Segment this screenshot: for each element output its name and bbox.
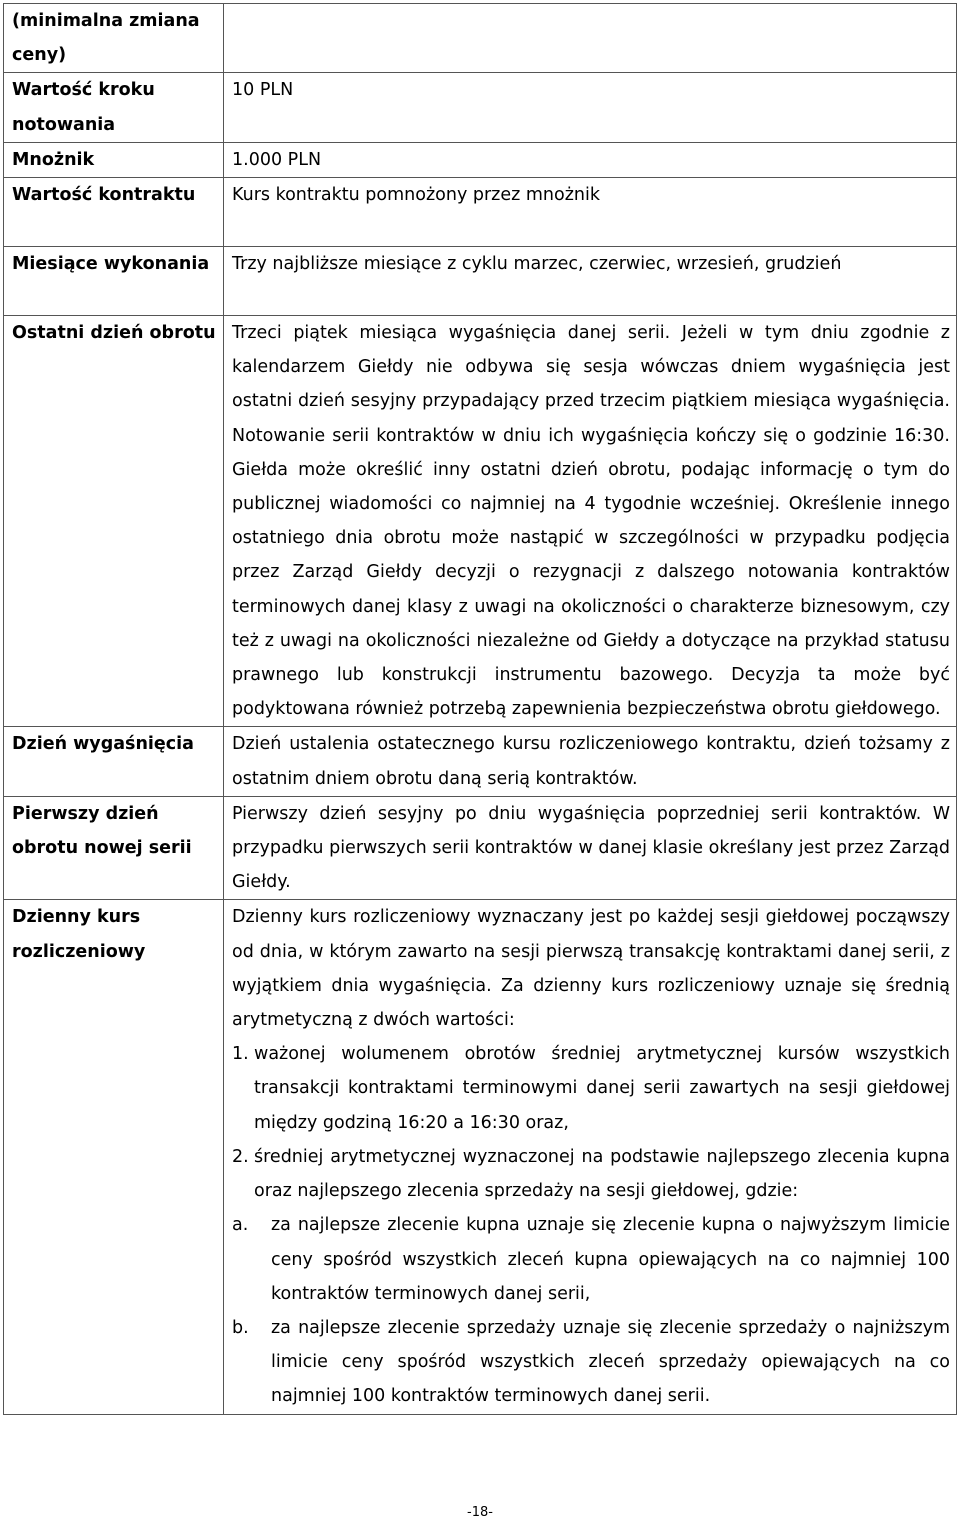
- row-label: Wartość kroku notowania: [4, 73, 224, 142]
- row-value-cell: [224, 727, 957, 796]
- page-number: -18-: [467, 1505, 493, 1520]
- row-value: Dzień ustalenia ostatecznego kursu rozliczeniowego kontraktu, dzień tożsamy z ostatnim dniem obrotu daną serią kontraktów.: [232, 734, 950, 789]
- list-item: [232, 1037, 950, 1140]
- row-value: Trzeci piątek miesiąca wygaśnięcia danej serii. Jeżeli w tym dniu zgodnie z kalendarzem Giełdy nie odbywa się sesja wówczas dniem wygaśnięcia jest ostatni dzień sesyjny przypadający przed trzecim piątkiem miesiąca wygaśnięcia. Notowanie serii kontraktów w dniu ich wygaśnięcia kończy się o godzinie 16:30. Giełda może określić inny ostatni dzień obrotu, podając informację o tym do publicznej wiadomości co najmniej na 4 tygodnie wcześniej. Określenie innego ostatniego dnia obrotu może nastąpić w szczególności w przypadku podjęcia przez Zarząd Giełdy decyzji o rezygnacji z dalszego notowania kontraktów terminowych danej klasy z uwagi na okoliczności o charakterze biznesowym, czy też z uwagi na okoliczności niezależne od Giełdy a dotyczące na przykład statusu prawnego lub konstrukcji instrumentu bazowego. Decyzja ta może być podyktowana również potrzebą zapewnienia bezpieczeństwa obrotu giełdowego.: [232, 323, 950, 720]
- list-marker: 2.: [232, 1146, 249, 1167]
- row-value: [224, 4, 957, 73]
- contract-spec-table: [3, 3, 957, 1415]
- row-value: 1.000 PLN: [224, 142, 957, 177]
- list-marker: b.: [232, 1317, 249, 1338]
- table-row: [4, 796, 957, 900]
- settlement-sublist: [232, 1208, 950, 1413]
- settlement-list: [232, 1037, 950, 1208]
- list-item: [232, 1208, 950, 1311]
- table-row: [4, 178, 957, 247]
- row-value-cell: [224, 316, 957, 727]
- settlement-intro: Dzienny kurs rozliczeniowy wyznaczany jest po każdej sesji giełdowej począwszy od dnia, w którym zawarto na sesji pierwszą transakcję kontraktami danej serii, z wyjątkiem dnia wygaśnięcia. Za dzienny kurs rozliczeniowy uznaje się średnią arytmetyczną z dwóch wartości:: [232, 907, 950, 1031]
- row-label: Dzienny kurs rozliczeniowy: [4, 900, 224, 1414]
- list-item: [232, 1140, 950, 1208]
- row-value: Pierwszy dzień sesyjny po dniu wygaśnięcia poprzedniej serii kontraktów. W przypadku pierwszych serii kontraktów w danej klasie określany jest przez Zarząd Giełdy.: [232, 803, 950, 893]
- table-row: [4, 4, 957, 73]
- table-row: [4, 727, 957, 796]
- list-text: ważonej wolumenem obrotów średniej arytmetycznej kursów wszystkich transakcji kontraktami terminowymi danej serii zawartych na sesji giełdowej między godziną 16:20 a 16:30 oraz,: [254, 1044, 950, 1133]
- table-row: [4, 316, 957, 727]
- list-text: średniej arytmetycznej wyznaczonej na podstawie najlepszego zlecenia kupna oraz najlepszego zlecenia sprzedaży na sesji giełdowej, gdzie:: [254, 1146, 950, 1202]
- row-label: (minimalna zmiana ceny): [4, 4, 224, 73]
- row-value: Kurs kontraktu pomnożony przez mnożnik: [224, 178, 957, 247]
- row-value-cell: [224, 796, 957, 900]
- list-text: za najlepsze zlecenie sprzedaży uznaje się zlecenie sprzedaży o najniższym limicie ceny spośród wszystkich zleceń sprzedaży opiewających na co najmniej 100 kontraktów terminowych danej serii.: [271, 1317, 950, 1407]
- row-label: Miesiące wykonania: [4, 247, 224, 316]
- list-text: za najlepsze zlecenie kupna uznaje się zlecenie kupna o najwyższym limicie ceny spośród wszystkich zleceń kupna opiewających na co najmniej 100 kontraktów terminowych danej serii,: [271, 1215, 950, 1304]
- row-value: Trzy najbliższe miesiące z cyklu marzec, czerwiec, wrzesień, grudzień: [224, 247, 957, 316]
- row-label: Pierwszy dzień obrotu nowej serii: [4, 796, 224, 900]
- table-row: [4, 142, 957, 177]
- table-row: [4, 73, 957, 142]
- settlement-cell: [224, 900, 957, 1414]
- table-row: [4, 247, 957, 316]
- row-label: Wartość kontraktu: [4, 178, 224, 247]
- row-label: Mnożnik: [4, 142, 224, 177]
- row-label: Ostatni dzień obrotu: [4, 316, 224, 727]
- list-item: [232, 1311, 950, 1414]
- list-marker: a.: [232, 1215, 249, 1236]
- list-marker: 1.: [232, 1044, 249, 1065]
- row-value: 10 PLN: [224, 73, 957, 142]
- table-row: [4, 900, 957, 1414]
- row-label: Dzień wygaśnięcia: [4, 727, 224, 796]
